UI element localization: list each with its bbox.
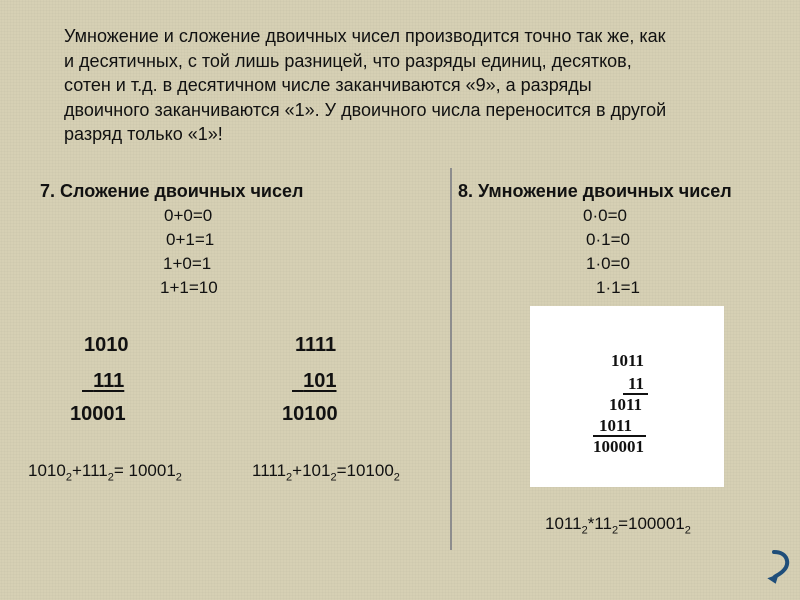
addend-111-value: 111 xyxy=(93,370,125,392)
addition-rule: 0+1=1 xyxy=(166,230,215,249)
partial-product-2: 1011 xyxy=(599,416,633,435)
multiplication-rule: 0·0=0 xyxy=(583,206,627,225)
multiplication-example-image xyxy=(530,306,724,487)
formula-base: 2 xyxy=(65,471,72,484)
formula-part: *11 xyxy=(587,514,612,533)
multiplicand: 1011 xyxy=(611,351,645,370)
intro-line: Умножение и сложение двоичных чисел производится точно так же, как xyxy=(64,26,666,46)
formula-part: = 10001 xyxy=(113,461,176,480)
addend-111 xyxy=(82,370,124,393)
formula-part: =10100 xyxy=(336,461,394,480)
formula-base: 2 xyxy=(684,524,691,537)
addend-101 xyxy=(292,370,337,393)
formula-base: 2 xyxy=(393,471,400,484)
formula-base: 2 xyxy=(611,524,619,537)
formula-part: =100001 xyxy=(618,514,685,533)
formula-part: +101 xyxy=(292,461,331,480)
addition-rule: 1+1=10 xyxy=(160,278,218,297)
addition-formula-2 xyxy=(252,461,400,483)
addend-1111: 1111 xyxy=(295,334,337,356)
multiplication-heading: 8. Умножение двоичных чисел xyxy=(458,181,732,201)
formula-base: 2 xyxy=(330,471,337,484)
multiplication-rule: 1·0=0 xyxy=(586,254,630,273)
multiplication-rule: 0·1=0 xyxy=(586,230,630,249)
multiplier: 11 xyxy=(628,374,645,393)
formula-base: 2 xyxy=(107,471,114,484)
addition-heading: 7. Сложение двоичных чисел xyxy=(40,181,304,201)
addition-rule: 1+0=1 xyxy=(163,254,212,273)
addition-rule: 0+0=0 xyxy=(164,206,213,225)
formula-part: +111 xyxy=(71,461,108,480)
intro-line: сотен и т.д. в десятичном числе заканчиваются «9», а разряды xyxy=(64,75,592,95)
formula-base: 2 xyxy=(581,524,588,537)
multiplication-rule: 1·1=1 xyxy=(596,278,640,297)
partial-product-1: 1011 xyxy=(609,395,643,414)
addend-101-value: 101 xyxy=(303,370,337,392)
formula-part: 1111 xyxy=(252,461,287,480)
intro-line: разряд только «1»! xyxy=(64,124,223,144)
formula-base: 2 xyxy=(175,471,182,484)
formula-part: 1010 xyxy=(28,461,66,480)
multiplication-formula xyxy=(545,514,691,536)
intro-paragraph xyxy=(64,24,764,147)
intro-line: и десятичных, с той лишь разницей, что разряды единиц, десятков, xyxy=(64,50,632,71)
product-result: 100001 xyxy=(593,437,644,456)
addend-1010: 1010 xyxy=(84,334,129,356)
column-divider xyxy=(450,168,452,550)
addition-formula-1 xyxy=(28,461,182,483)
formula-base: 2 xyxy=(286,471,293,484)
return-arrow-icon[interactable] xyxy=(766,548,794,586)
intro-line: двоичного заканчиваются «1». У двоичного числа переносится в другой xyxy=(64,99,667,120)
sum-10100: 10100 xyxy=(282,403,338,425)
sum-10001: 10001 xyxy=(70,403,126,425)
formula-part: 1011 xyxy=(545,514,582,533)
